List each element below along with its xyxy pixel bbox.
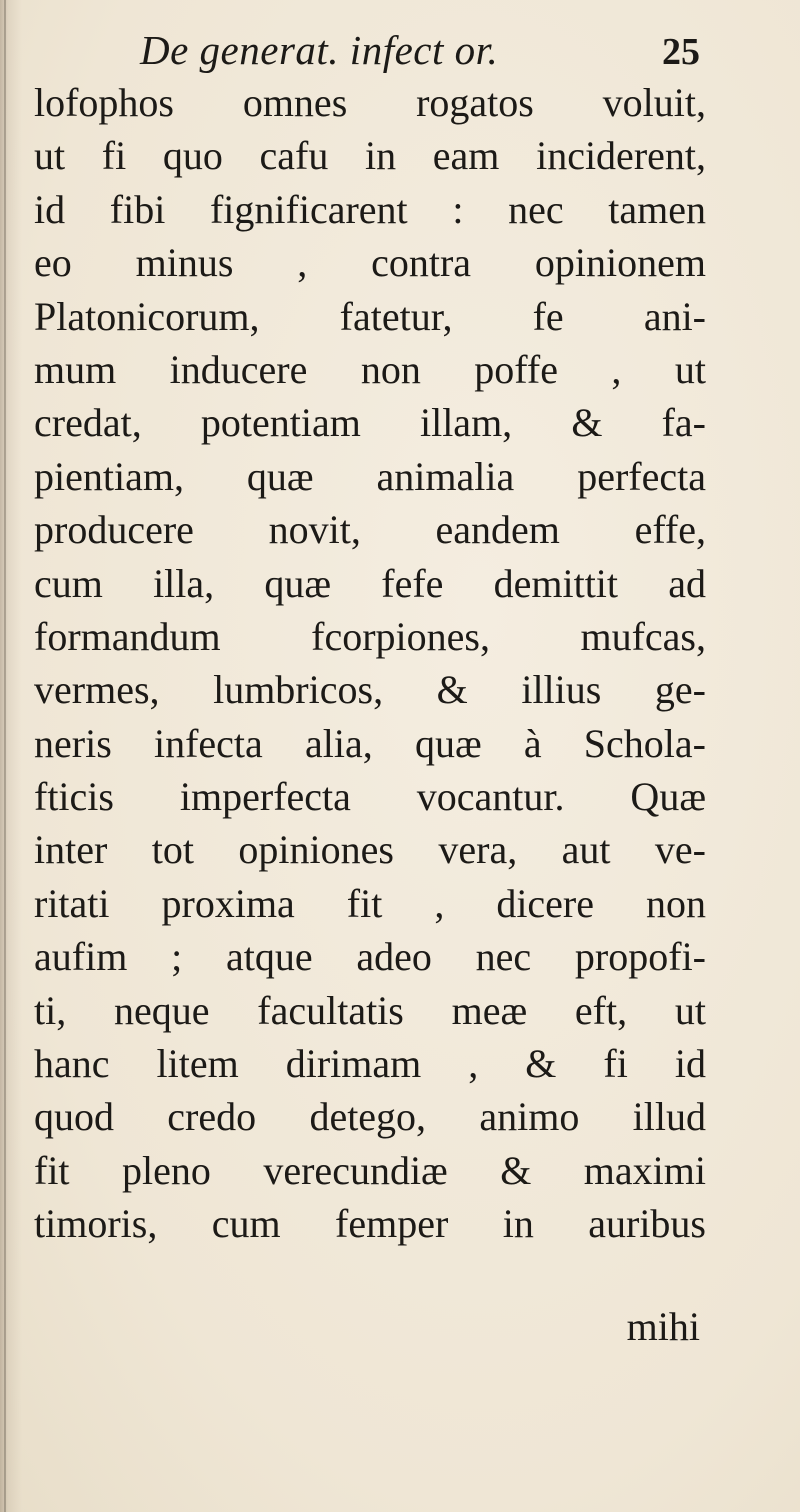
text-line: neris infecta alia, quæ à Schola-	[34, 720, 706, 766]
text-line: hanc litem dirimam , & fi id	[34, 1041, 706, 1087]
text-line: fticis imperfecta vocantur. Quæ	[34, 774, 706, 820]
text-line: pientiam, quæ animalia perfecta	[34, 453, 706, 499]
text-line: ut fi quo cafu in eam inciderent,	[34, 133, 706, 179]
text-line: Platonicorum, fatetur, fe ani-	[34, 293, 706, 339]
text-line: inter tot opiniones vera, aut ve-	[34, 827, 706, 873]
text-line: quod credo detego, animo illud	[34, 1094, 706, 1140]
page-number: 25	[662, 31, 700, 73]
text-line: formandum fcorpiones, mufcas,	[34, 613, 706, 659]
text-line: credat, potentiam illam, & fa-	[34, 400, 706, 446]
text-line: lofophos omnes rogatos voluit,	[34, 80, 706, 125]
binding-gutter	[4, 0, 6, 1512]
text-line: mum inducere non poffe , ut	[34, 346, 706, 392]
body-text	[34, 76, 706, 1251]
text-line: producere novit, eandem effe,	[34, 507, 706, 553]
text-line: fit pleno verecundiæ & maximi	[34, 1147, 706, 1193]
catchword: mihi	[626, 1304, 700, 1349]
text-line: cum illa, quæ fefe demittit ad	[34, 560, 706, 606]
text-line: ritati proxima fit , dicere non	[34, 880, 706, 926]
running-title: De generat. infect or.	[140, 27, 499, 73]
text-line: ti, neque facultatis meæ eft, ut	[34, 987, 706, 1033]
text-line: id fibi fignificarent : nec tamen	[34, 186, 706, 232]
text-line: timoris, cum femper in auribus	[34, 1201, 706, 1247]
text-line: eo minus , contra opinionem	[34, 240, 706, 286]
text-line: aufim ; atque adeo nec propofi-	[34, 934, 706, 980]
text-line: vermes, lumbricos, & illius ge-	[34, 667, 706, 713]
running-head	[140, 26, 700, 76]
